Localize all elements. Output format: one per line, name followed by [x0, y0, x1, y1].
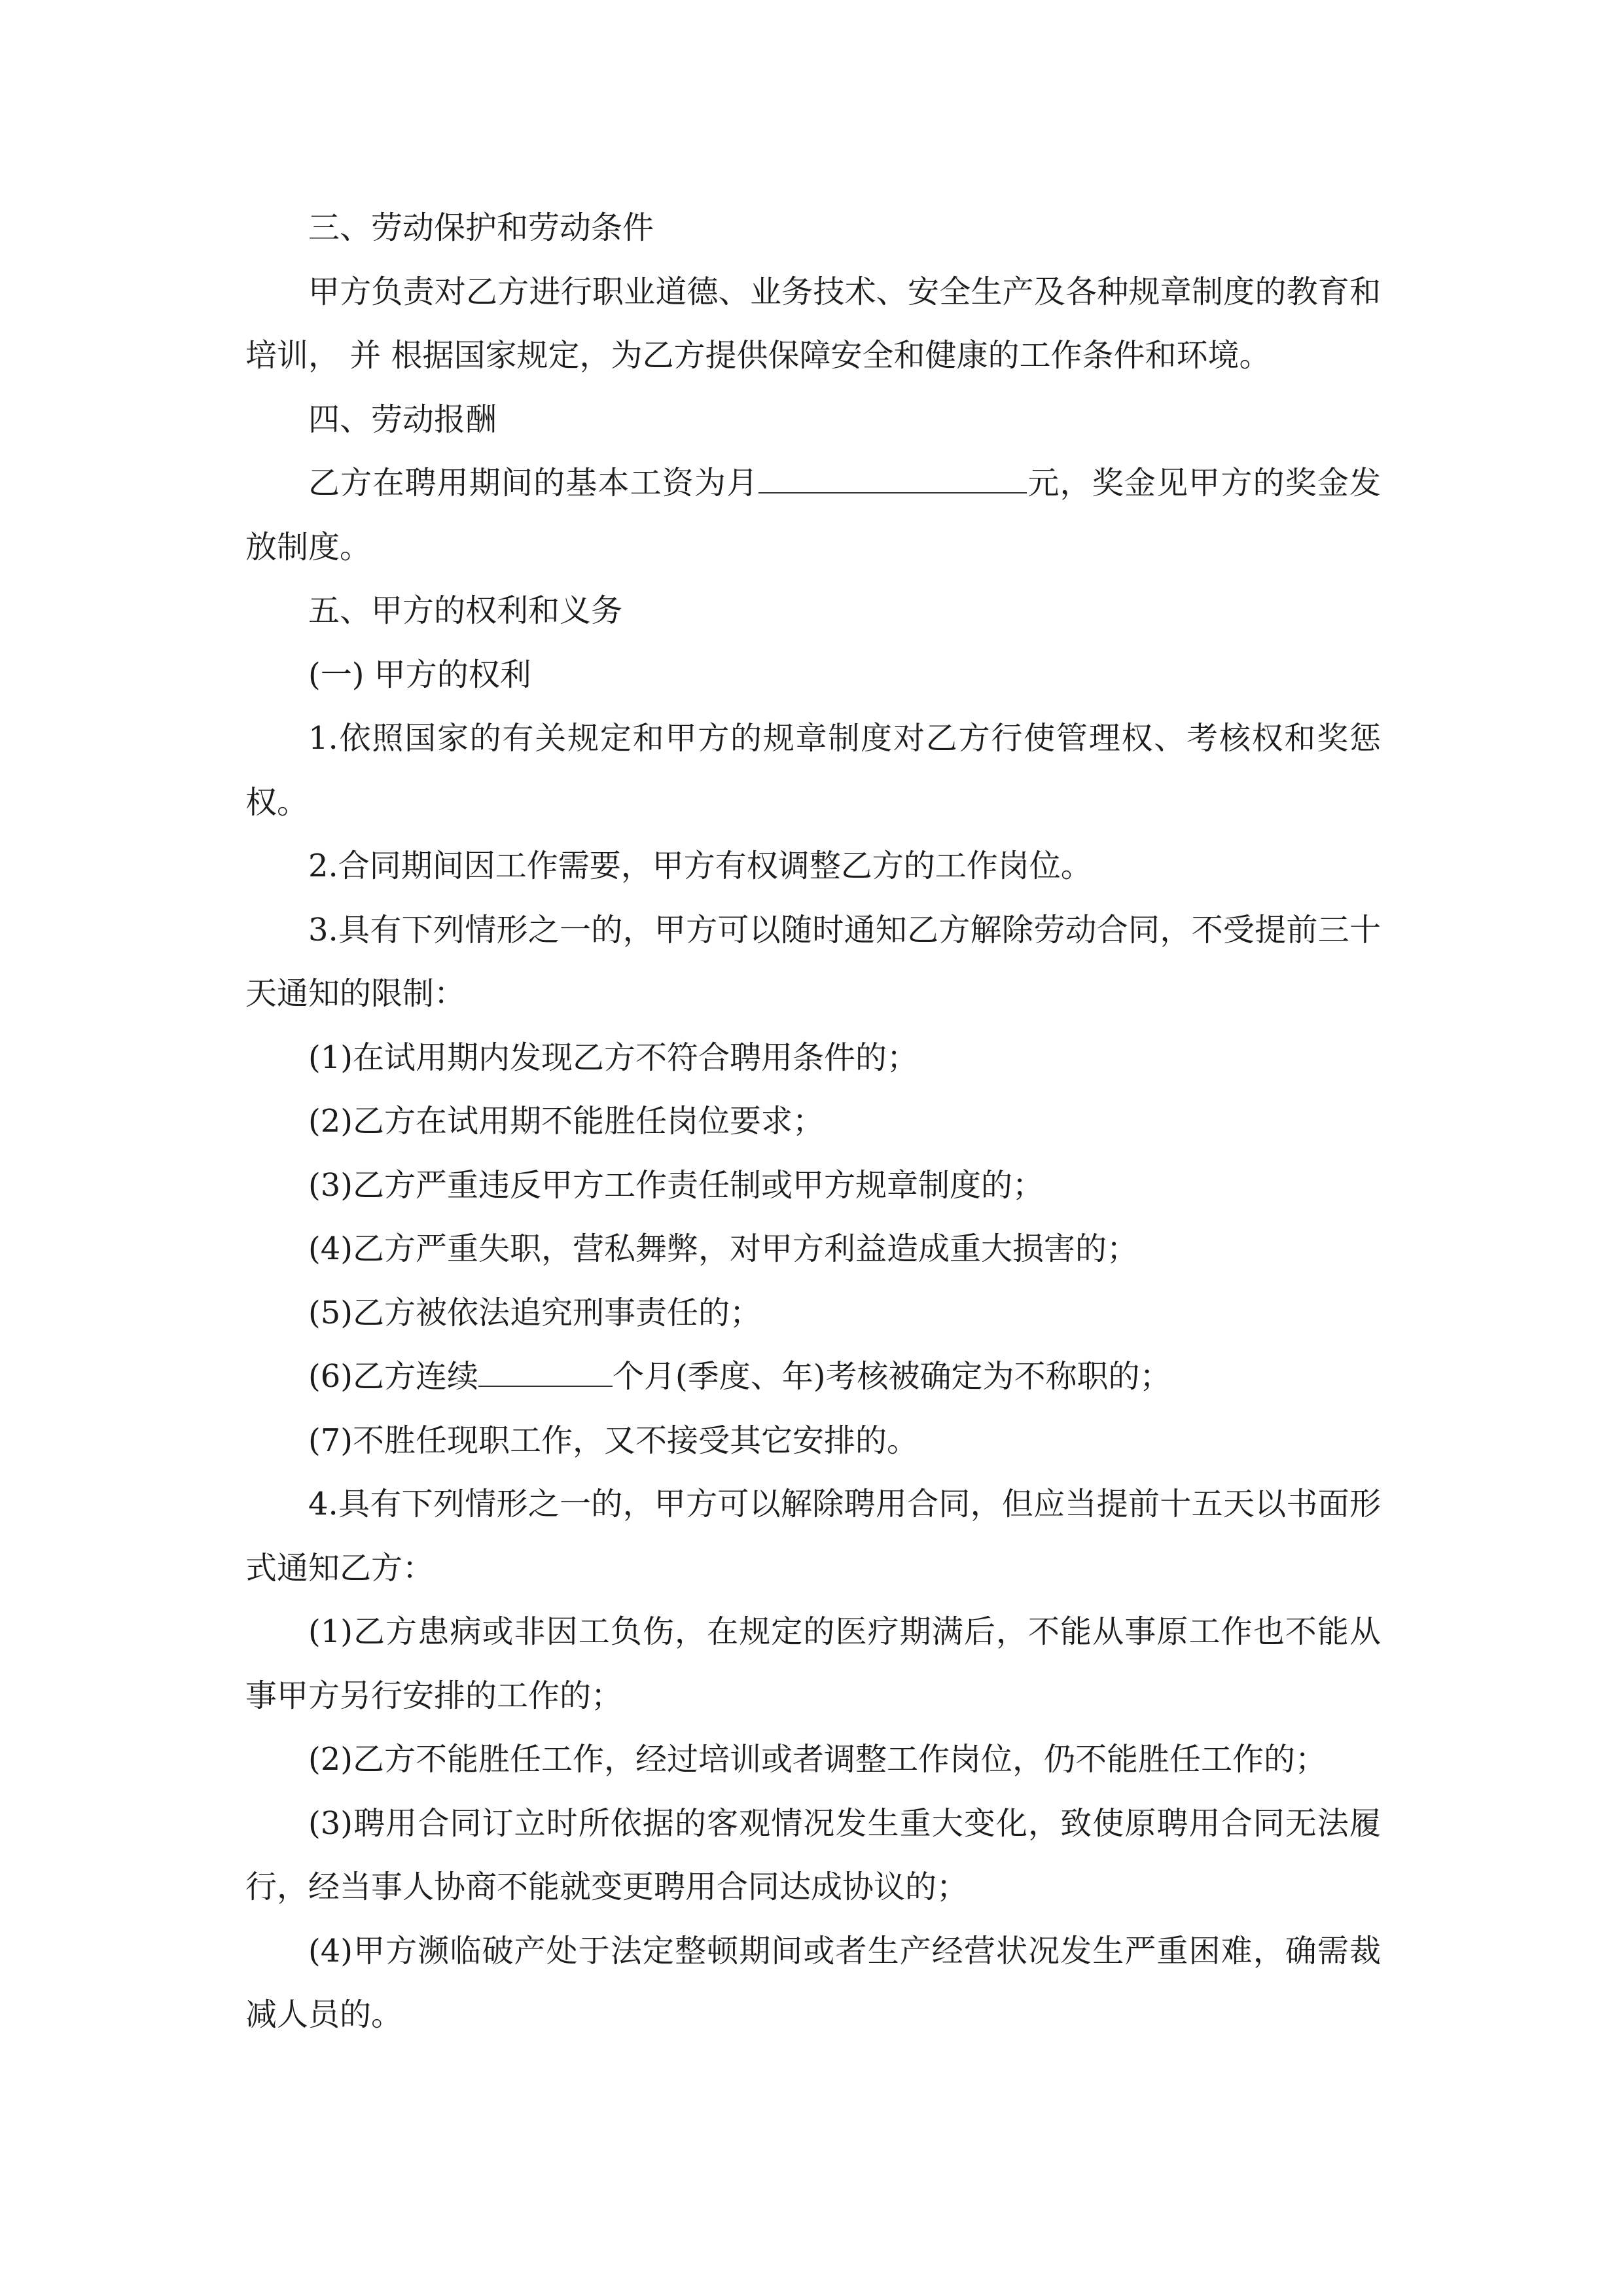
section-heading-employer-rights-duties: 五、甲方的权利和义务 [308, 592, 623, 629]
list-item-3: 3.具有下列情形之一的，甲方可以随时通知乙方解除劳动合同，不受提前三十天通知的限制： [245, 911, 1381, 1012]
list-item-1: 1.依照国家的有关规定和甲方的规章制度对乙方行使管理权、考核权和奖惩权。 [245, 720, 1381, 821]
list-item-2: 2.合同期间因工作需要，甲方有权调整乙方的工作岗位。 [308, 848, 1092, 884]
list-item-4-3: (3)聘用合同订立时所依据的客观情况发生重大变化，致使原聘用合同无法履行，经当事人协商不能就变更聘用合同达成协议的； [245, 1804, 1381, 1905]
sub-heading-employer-rights: (一) 甲方的权利 [308, 656, 531, 693]
list-item-3-6 [245, 1345, 1381, 1409]
list-item-3-2: (2)乙方在试用期不能胜任岗位要求； [308, 1103, 824, 1139]
months-text-after: 个月(季度、年)考核被确定为不称职的； [613, 1358, 1171, 1395]
months-blank-field[interactable] [478, 1357, 613, 1387]
list-item-3-3: (3)乙方严重违反甲方工作责任制或甲方规章制度的； [308, 1166, 1044, 1204]
list-item-4-1: (1)乙方患病或非因工负伤，在规定的医疗期满后，不能从事原工作也不能从事甲方另行安排的工作的； [245, 1613, 1381, 1714]
salary-text-before: 乙方在聘用期间的基本工资为月 [308, 465, 759, 501]
list-item-4-4: (4)甲方濒临破产处于法定整顿期间或者生产经营状况发生严重困难，确需裁减人员的。 [245, 1932, 1381, 2033]
document-body [245, 196, 1381, 2047]
section-heading-labor-protection: 三、劳动保护和劳动条件 [308, 209, 654, 246]
list-item-3-1: (1)在试用期内发现乙方不符合聘用条件的； [308, 1039, 918, 1076]
list-item-3-5: (5)乙方被依法追究刑事责任的； [308, 1294, 761, 1331]
salary-blank-field[interactable] [758, 463, 1027, 493]
salary-text-after: 元，奖金见甲方的奖金发放制度。 [245, 465, 1381, 565]
paragraph-salary [245, 452, 1381, 579]
months-text-before: (6)乙方连续 [308, 1358, 478, 1395]
list-item-3-4: (4)乙方严重失职，营私舞弊，对甲方利益造成重大损害的； [308, 1230, 1138, 1267]
list-item-4-2: (2)乙方不能胜任工作，经过培训或者调整工作岗位，仍不能胜任工作的； [308, 1741, 1327, 1778]
list-item-3-7: (7)不胜任现职工作，又不接受其它安排的。 [308, 1422, 918, 1459]
section-heading-remuneration: 四、劳动报酬 [308, 401, 497, 438]
paragraph-training: 甲方负责对乙方进行职业道德、业务技术、安全生产及各种规章制度的教育和培训， 并 根据国家规定，为乙方提供保障安全和健康的工作条件和环境。 [245, 273, 1381, 374]
list-item-4: 4.具有下列情形之一的，甲方可以解除聘用合同，但应当提前十五天以书面形式通知乙方： [245, 1486, 1381, 1587]
